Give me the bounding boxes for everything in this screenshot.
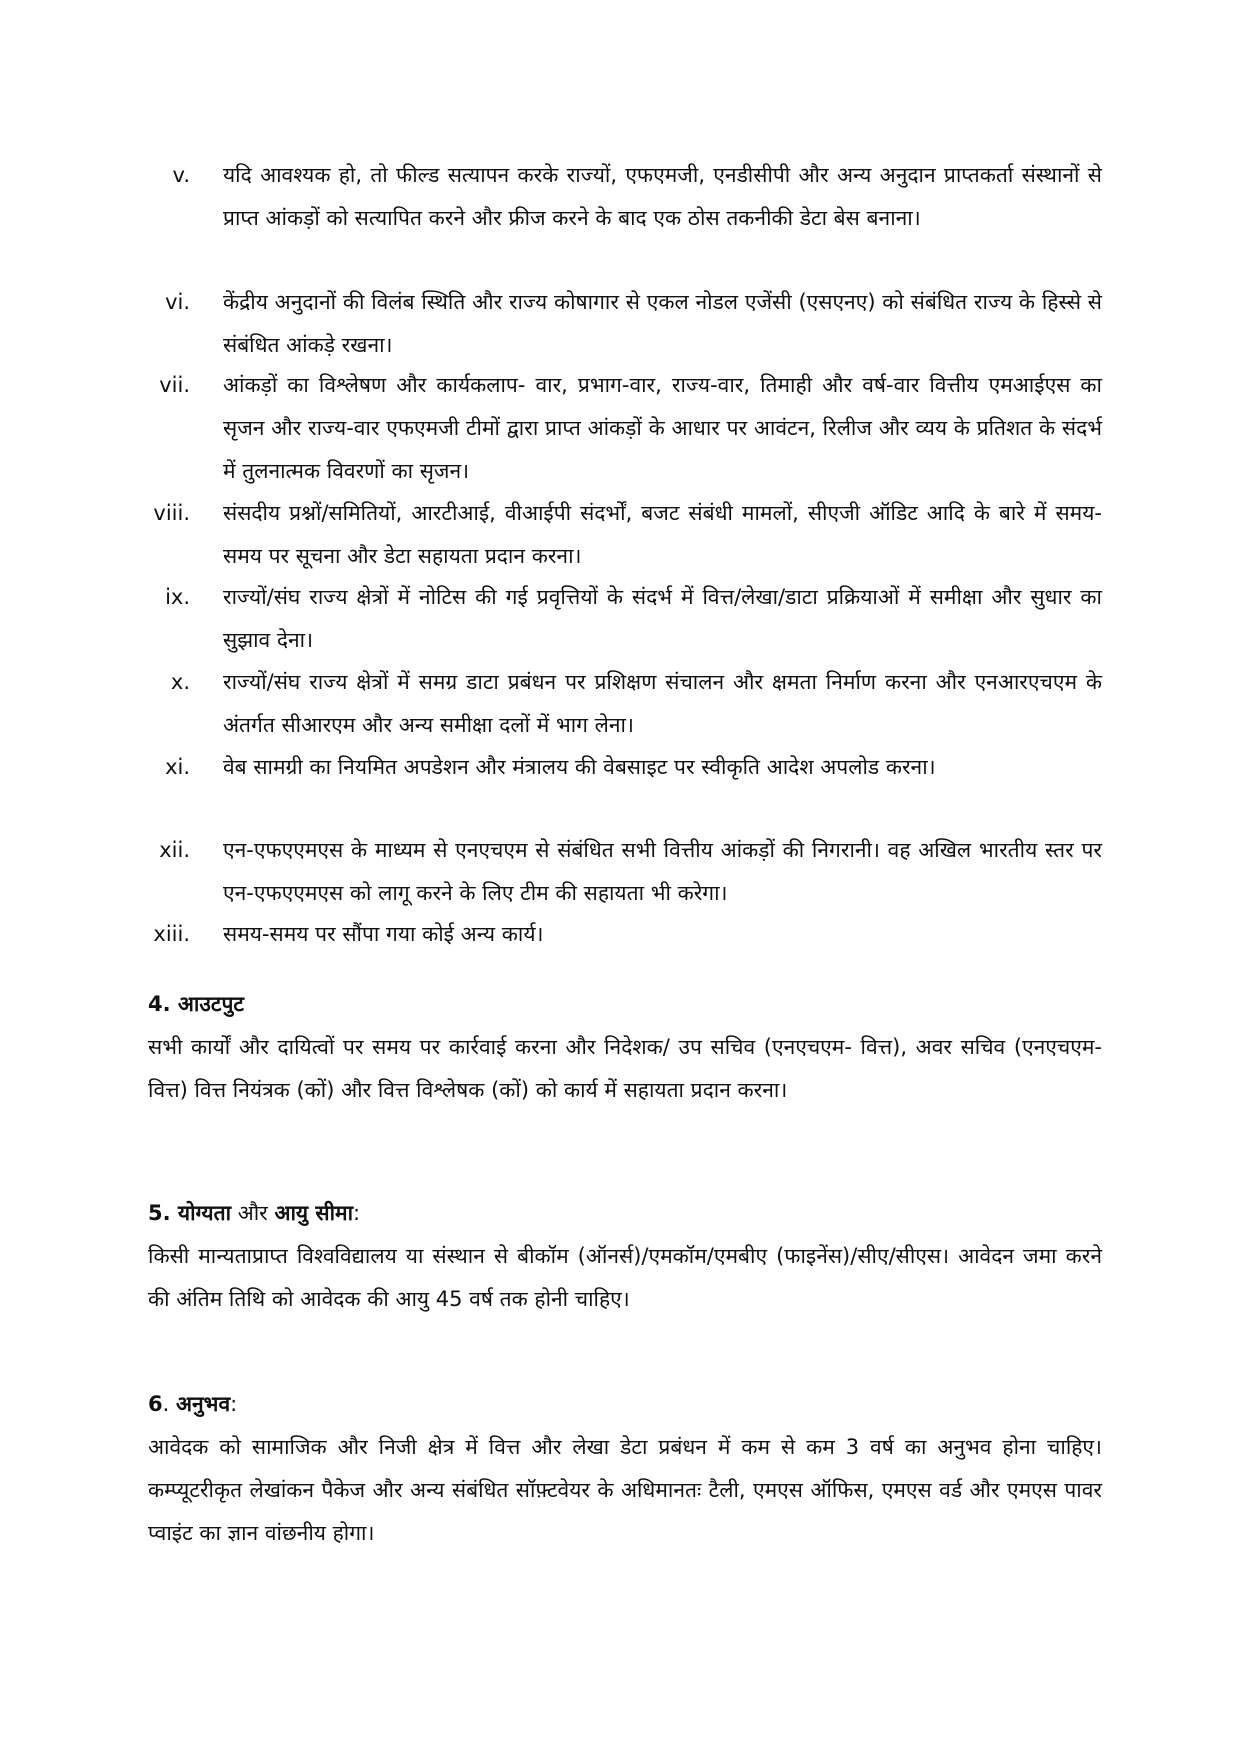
section-heading: [148, 983, 1102, 1026]
item-text: आंकड़ों का विश्लेषण और कार्यकलाप- वार, प्रभाग-वार, राज्य-वार, तिमाही और वर्ष-वार वित्तीय एमआईएस का सृजन और राज्य-वार एफएमजी टीमों द्वारा प्राप्त आंकड़ों के आधार पर आवंटन, रिलीज और व्यय के प्रतिशत के संदर्भ में तुलनात्मक विवरणों का सृजन।: [223, 373, 1102, 483]
item-number: xi.: [165, 755, 190, 779]
item-number: xii.: [159, 838, 190, 862]
item-text: केंद्रीय अनुदानों की विलंब स्थिति और राज्य कोषागार से एकल नोडल एजेंसी (एसएनए) को संबंधित राज्य के हिस्से से संबंधित आंकड़े रखना।: [223, 290, 1102, 357]
heading-text: 5. योग्यता: [148, 1201, 232, 1225]
section-heading: [148, 1192, 1102, 1235]
heading-text: 4. आउटपुट: [148, 992, 244, 1016]
heading-text: :: [353, 1201, 361, 1225]
heading-text: अनुभव: [175, 1392, 231, 1416]
item-number: ix.: [165, 585, 190, 609]
item-number: vii.: [159, 373, 190, 397]
section-body: आवेदक को सामाजिक और निजी क्षेत्र में वित्त और लेखा डेटा प्रबंधन में कम से कम 3 वर्ष का अनुभव होना चाहिए। कम्प्यूटरीकृत लेखांकन पैकेज और अन्य संबंधित सॉफ़्टवेयर के अधिमानतः टैली, एमएस ऑफिस, एमएस वर्ड और एमएस पावर प्वाइंट का ज्ञान वांछनीय होगा।: [148, 1435, 1102, 1545]
item-number: viii.: [153, 501, 190, 525]
section-body: किसी मान्यताप्राप्त विश्वविद्यालय या संस्थान से बीकॉम (ऑनर्स)/एमकॉम/एमबीए (फाइनेंस)/सीए/सीएस। आवेदन जमा करने की अंतिम तिथि को आवेदक की आयु 45 वर्ष तक होनी चाहिए।: [148, 1244, 1102, 1311]
item-text: समय-समय पर सौंपा गया कोई अन्य कार्य।: [223, 922, 544, 946]
item-number: v.: [172, 163, 190, 187]
heading-text: 6: [148, 1392, 163, 1416]
item-text: राज्यों/संघ राज्य क्षेत्रों में नोटिस की गई प्रवृत्तियों के संदर्भ में वित्त/लेखा/डाटा प्रक्रियाओं में समीक्षा और सुधार का सुझाव देना।: [223, 585, 1102, 652]
item-number: x.: [170, 670, 190, 694]
heading-text: आयु सीमा: [274, 1201, 354, 1225]
section-body: सभी कार्यों और दायित्वों पर समय पर कार्रवाई करना और निदेशक/ उप सचिव (एनएचएम- वित्त), अवर सचिव (एनएचएम- वित्त) वित्त नियंत्रक (कों) और वित्त विश्लेषक (कों) को कार्य में सहायता प्रदान करना।: [148, 1035, 1102, 1102]
item-number: vi.: [165, 290, 190, 314]
item-text: संसदीय प्रश्नों/समितियों, आरटीआई, वीआईपी संदर्भों, बजट संबंधी मामलों, सीएजी ऑडिट आदि के बारे में समय-समय पर सूचना और डेटा सहायता प्रदान करना।: [223, 501, 1102, 568]
item-text: एन-एफएएमएस के माध्यम से एनएचएम से संबंधित सभी वित्तीय आंकड़ों की निगरानी। वह अखिल भारतीय स्तर पर एन-एफएएमएस को लागू करने के लिए टीम की सहायता भी करेगा।: [223, 838, 1102, 905]
heading-text: और: [231, 1201, 275, 1225]
heading-text: .: [162, 1392, 176, 1416]
heading-text: :: [230, 1392, 238, 1416]
section-eligibility: [148, 1192, 1102, 1321]
item-number: xiii.: [153, 922, 190, 946]
item-text: यदि आवश्यक हो, तो फील्ड सत्यापन करके राज्यों, एफएमजी, एनडीसीपी और अन्य अनुदान प्राप्तकर्ता संस्थानों से प्राप्त आंकड़ों को सत्यापित करने और फ्रीज करने के बाद एक ठोस तकनीकी डेटा बेस बनाना।: [223, 163, 1102, 230]
section-heading: [148, 1383, 1102, 1426]
section-output: [148, 983, 1102, 1112]
item-text: राज्यों/संघ राज्य क्षेत्रों में समग्र डाटा प्रबंधन पर प्रशिक्षण संचालन और क्षमता निर्माण करना और एनआरएचएम के अंतर्गत सीआरएम और अन्य समीक्षा दलों में भाग लेना।: [223, 670, 1102, 737]
section-experience: [148, 1383, 1102, 1555]
item-text: वेब सामग्री का नियमित अपडेशन और मंत्रालय की वेबसाइट पर स्वीकृति आदेश अपलोड करना।: [223, 755, 936, 779]
